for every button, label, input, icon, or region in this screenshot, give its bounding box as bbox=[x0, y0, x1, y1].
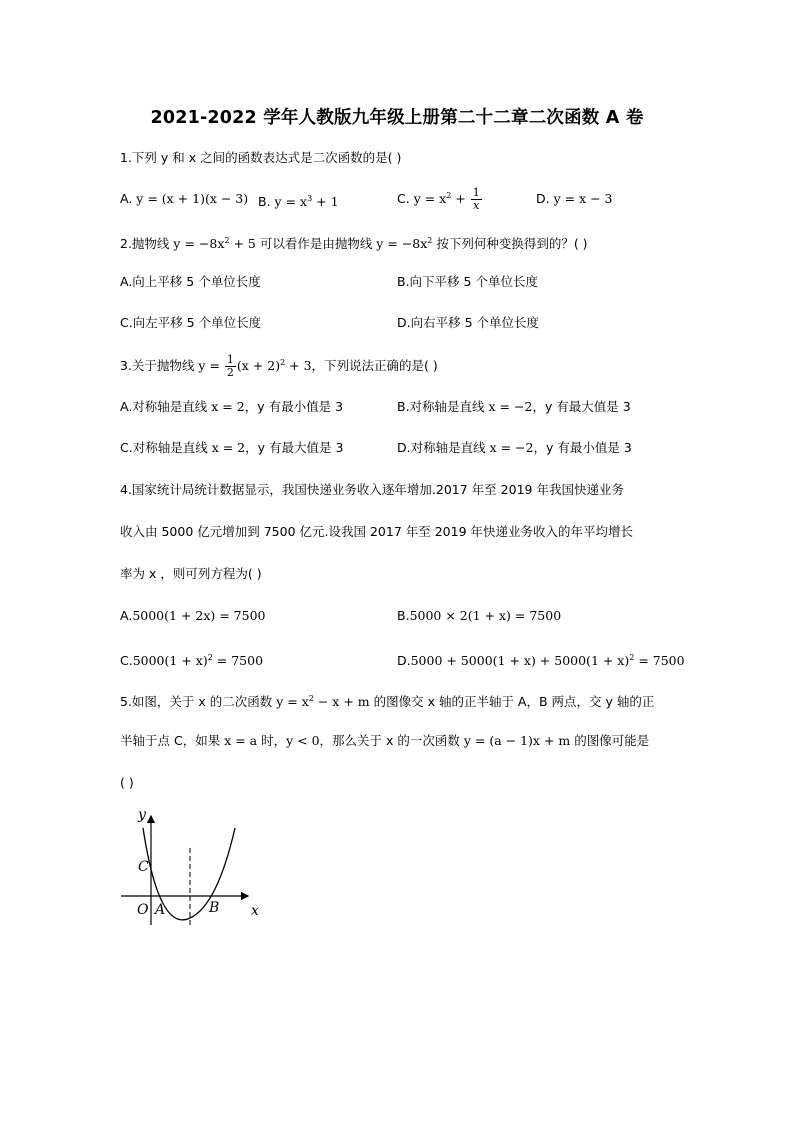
x-axis-label: x bbox=[251, 903, 259, 919]
q4-option-c: $C.5000(1 + x)^2 = 7500$ bbox=[120, 653, 264, 668]
q3-stem: 3.关于抛物线 y = $\frac{1}{2}$ $(x + 2)^2 + 3$，下列说法正确的是( ) bbox=[120, 353, 438, 379]
q3-option-c: C.对称轴是直线 x = 2，y 有最大值是 3 bbox=[120, 440, 344, 455]
point-c-label: C bbox=[138, 859, 149, 875]
q5-line-2: 半轴于点 C，如果 x = a 时，y < 0，那么关于 x 的一次函数 y = (a − 1)x + m 的图像可能是 bbox=[120, 733, 650, 748]
point-a-label: A bbox=[155, 902, 166, 918]
q4-line-2: 收入由 5000 亿元增加到 7500 亿元.设我国 2017 年至 2019 年快递业务收入的年平均增长 bbox=[120, 524, 634, 539]
q3-option-d: D.对称轴是直线 x = −2，y 有最小值是 3 bbox=[397, 440, 632, 455]
q2-option-b: B.向下平移 5 个单位长度 bbox=[397, 274, 538, 289]
y-axis-label: y bbox=[138, 808, 146, 823]
origin-label: O bbox=[137, 902, 149, 918]
page-title: 2021-2022 学年人教版九年级上册第二十二章二次函数 A 卷 bbox=[150, 108, 644, 128]
q1-stem: 1.下列 y 和 x 之间的函数表达式是二次函数的是( ) bbox=[120, 150, 402, 165]
q5-line-3: ( ) bbox=[120, 775, 134, 790]
q1-c-fraction: $\frac{1}{x}$ bbox=[472, 186, 480, 212]
q4-option-d: $D.5000 + 5000(1 + x) + 5000(1 + x)^2 = 7500$ bbox=[397, 653, 685, 668]
q3-option-a: A.对称轴是直线 x = 2，y 有最小值是 3 bbox=[120, 399, 344, 414]
q4-option-b: B.5000 × 2(1 + x) = 7500 bbox=[397, 608, 562, 623]
q1-option-d: D. y = x − 3 bbox=[536, 191, 613, 206]
parabola-figure bbox=[118, 808, 268, 933]
point-b-label: B bbox=[209, 900, 220, 916]
q2-stem: 2.抛物线 $y = -8x^2 + 5$ 可以看作是由抛物线 $y = -8x^2$ 按下列何种变换得到的？( ) bbox=[120, 236, 588, 251]
q2-option-d: D.向右平移 5 个单位长度 bbox=[397, 315, 539, 330]
q4-line-3: 率为 x ，则可列方程为( ) bbox=[120, 566, 262, 581]
q4-line-1: 4.国家统计局统计数据显示，我国快递业务收入逐年增加.2017 年至 2019 年我国快递业务 bbox=[120, 482, 624, 497]
q1-option-a: A. y = (x + 1)(x − 3) bbox=[120, 191, 249, 206]
q2-option-c: C.向左平移 5 个单位长度 bbox=[120, 315, 262, 330]
q1-option-c: C. $y = x^2$ + $\frac{1}{x}$ bbox=[397, 186, 480, 212]
q4-option-a: A.5000(1 + 2x) = 7500 bbox=[120, 608, 266, 623]
q5-line-1: 5.如图，关于 x 的二次函数 $y = x^2 - x + m$ 的图像交 x 轴的正半轴于 A，B 两点，交 y 轴的正 bbox=[120, 694, 655, 709]
q2-option-a: A.向上平移 5 个单位长度 bbox=[120, 274, 261, 289]
q1-option-b: B. $y = x^3 + 1$ bbox=[258, 194, 339, 209]
q3-option-b: B.对称轴是直线 x = −2，y 有最大值是 3 bbox=[397, 399, 631, 414]
